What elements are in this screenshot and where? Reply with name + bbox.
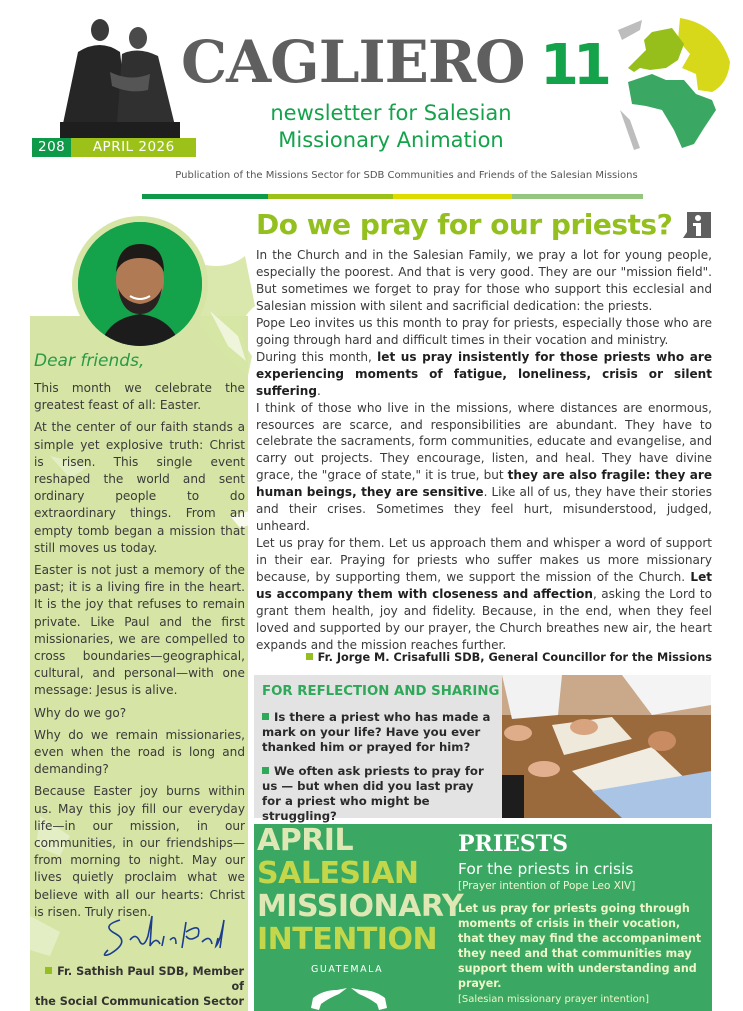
article-paragraph xyxy=(256,535,712,654)
intention-text: Let us pray for priests going through moments of crisis in their vocation, that they may find the accompaniment they need and that communities may support them with understanding and prayer. xyxy=(458,902,702,991)
reflection-question xyxy=(262,710,494,755)
masthead xyxy=(0,0,743,200)
author-line-2: the Social Communication Sector xyxy=(35,995,244,1008)
editorial-column xyxy=(30,216,248,1011)
color-bar-yellow xyxy=(393,194,512,199)
historic-priests-photo xyxy=(40,12,186,140)
open-hands-icon xyxy=(309,978,389,1010)
color-bar-pale xyxy=(512,194,643,199)
letter-paragraph: This month we celebrate the greatest feast of all: Easter. xyxy=(34,381,245,413)
bullet-square-icon xyxy=(306,653,313,660)
letter-paragraph: At the center of our faith stands a simple yet explosive truth: Christ is risen. This single event reshaped the world and sent ordinary people to do extraordinary things. From an empty tomb began a mission that still moves us today. xyxy=(34,420,245,555)
bullet-square-icon xyxy=(262,713,269,720)
issue-number: 208 xyxy=(32,138,71,157)
article-author-text: Fr. Jorge M. Crisafulli SDB, General Councillor for the Missions xyxy=(317,651,712,664)
article-body xyxy=(256,247,712,654)
banner-line: MISSIONARY xyxy=(257,889,464,924)
editorial-letter xyxy=(34,380,245,926)
letter-paragraph: Why do we remain missionaries, even when the road is long and demanding? xyxy=(34,727,245,777)
banner-line: APRIL xyxy=(257,823,354,858)
article-author xyxy=(256,651,712,664)
emphasis: let us pray insistently for those priests who are experiencing moments of fatigue, loneliness, crisis or silent suffering xyxy=(256,349,712,398)
brand-number: 11 xyxy=(540,33,606,98)
intention-details xyxy=(458,830,708,1005)
greeting: Dear friends, xyxy=(34,351,145,371)
question-text: We often ask priests to pray for us — but when did you last pray for a priest who might be struggling? xyxy=(262,764,484,823)
hands-praying-over-bibles-photo xyxy=(502,675,711,818)
author-line-1: Fr. Sathish Paul SDB, Member of xyxy=(57,965,244,993)
bullet-square-icon xyxy=(262,767,269,774)
question-text: Is there a priest who has made a mark on your life? Have you ever thanked him or prayed for him? xyxy=(262,710,491,754)
text-run: . xyxy=(316,383,321,398)
subtitle-line-2: Missionary Animation xyxy=(278,128,504,152)
intention-source: [Prayer intention of Pope Leo XIV] xyxy=(458,880,636,892)
emphasis: they are also fragile: they are human beings, they are sensitive xyxy=(256,468,712,500)
text-run: Let us pray for them. Let us approach them and whisper a word of support in their ear. Praying for priests who suffer makes us more missionary because, by supporting them, we support the mission of the Church. xyxy=(256,536,712,585)
color-divider xyxy=(142,194,643,199)
article-title: Do we pray for our priests? xyxy=(256,208,673,241)
author-avatar xyxy=(78,222,202,346)
brand-title: CAGLIERO xyxy=(181,28,525,96)
letter-paragraph: Because Easter joy burns within us. May this joy fill our everyday life—in our mission, in our communities, in our friendships—from morning to night. May our lives quietly proclaim what we believe with all our hearts: Christ is risen. Truly risen. xyxy=(34,784,245,919)
intention-source-salesian: [Salesian missionary prayer intention] xyxy=(458,993,649,1005)
intention-heading: PRIESTS xyxy=(458,831,569,857)
emphasis: Let us accompany them with closeness and affection xyxy=(256,570,712,602)
text-run: , asking the Lord to grant them health, joy and fidelity. Because, in the end, when they feel loved and supported by our prayer, the Church breathes new air, the heart expands and the mission reaches further. xyxy=(256,587,712,652)
reflection-box xyxy=(254,675,711,823)
color-bar-green xyxy=(142,194,268,199)
info-icon xyxy=(683,212,711,238)
intention-box xyxy=(254,824,712,1011)
tagline: Publication of the Missions Sector for SDB Communities and Friends of the Salesian Missions xyxy=(175,170,638,181)
letter-paragraph: Easter is not just a memory of the past; it is a living fire in the heart. It is the joy that refuses to remain private. Like Paul and the first missionaries, we are compelled to cross boundaries—geographical, cultural, and personal—with one message: Jesus is alive. xyxy=(34,563,245,698)
color-bar-lime xyxy=(268,194,393,199)
brand-subtitle xyxy=(256,100,526,154)
subtitle-line-1: newsletter for Salesian xyxy=(270,101,512,125)
text-run: I think of those who live in the missions, where distances are enormous, resources are scarce, and responsibilities are abundant. They have to celebrate the sacraments, form communities, educate and evangelise, and carry out projects. They encourage, listen, and heal. They have divine grace, the "grace of state," it is true, but xyxy=(256,400,712,483)
reflection-question xyxy=(262,764,494,824)
globe-logo-icon xyxy=(600,10,735,150)
article-paragraph xyxy=(256,349,712,400)
text-run: During this month, xyxy=(256,349,378,364)
banner-line: SALESIAN xyxy=(257,856,419,891)
intention-subheading: For the priests in crisis xyxy=(458,860,634,878)
letter-paragraph: Why do we go? xyxy=(34,705,127,720)
article-paragraph: In the Church and in the Salesian Family, we pray a lot for young people, especially the poorest. And that is very good. They are our "mission field". But sometimes we forget to pray for those who support this ecclesial and Salesian mission with silent and sacrificial dedication: the priests. xyxy=(256,248,712,313)
intention-country: GUATEMALA xyxy=(311,964,384,975)
intention-banner xyxy=(257,824,463,956)
issue-date: APRIL 2026 xyxy=(71,138,196,157)
signature xyxy=(90,912,250,960)
article-paragraph xyxy=(256,400,712,536)
reflection-title: FOR REFLECTION AND SHARING xyxy=(262,684,500,699)
banner-line: INTENTION xyxy=(257,922,438,957)
issue-bar xyxy=(32,138,196,157)
bullet-square-icon xyxy=(45,967,52,974)
article-paragraph: Pope Leo invites us this month to pray for priests, especially those who are going through hard and difficult times in their vocation and ministry. xyxy=(256,315,712,347)
text-run: . Like all of us, they have their stories and their crises. Sometimes they feel hurt, misunderstood, judged, unheard. xyxy=(256,485,712,534)
editorial-author xyxy=(30,964,244,1009)
